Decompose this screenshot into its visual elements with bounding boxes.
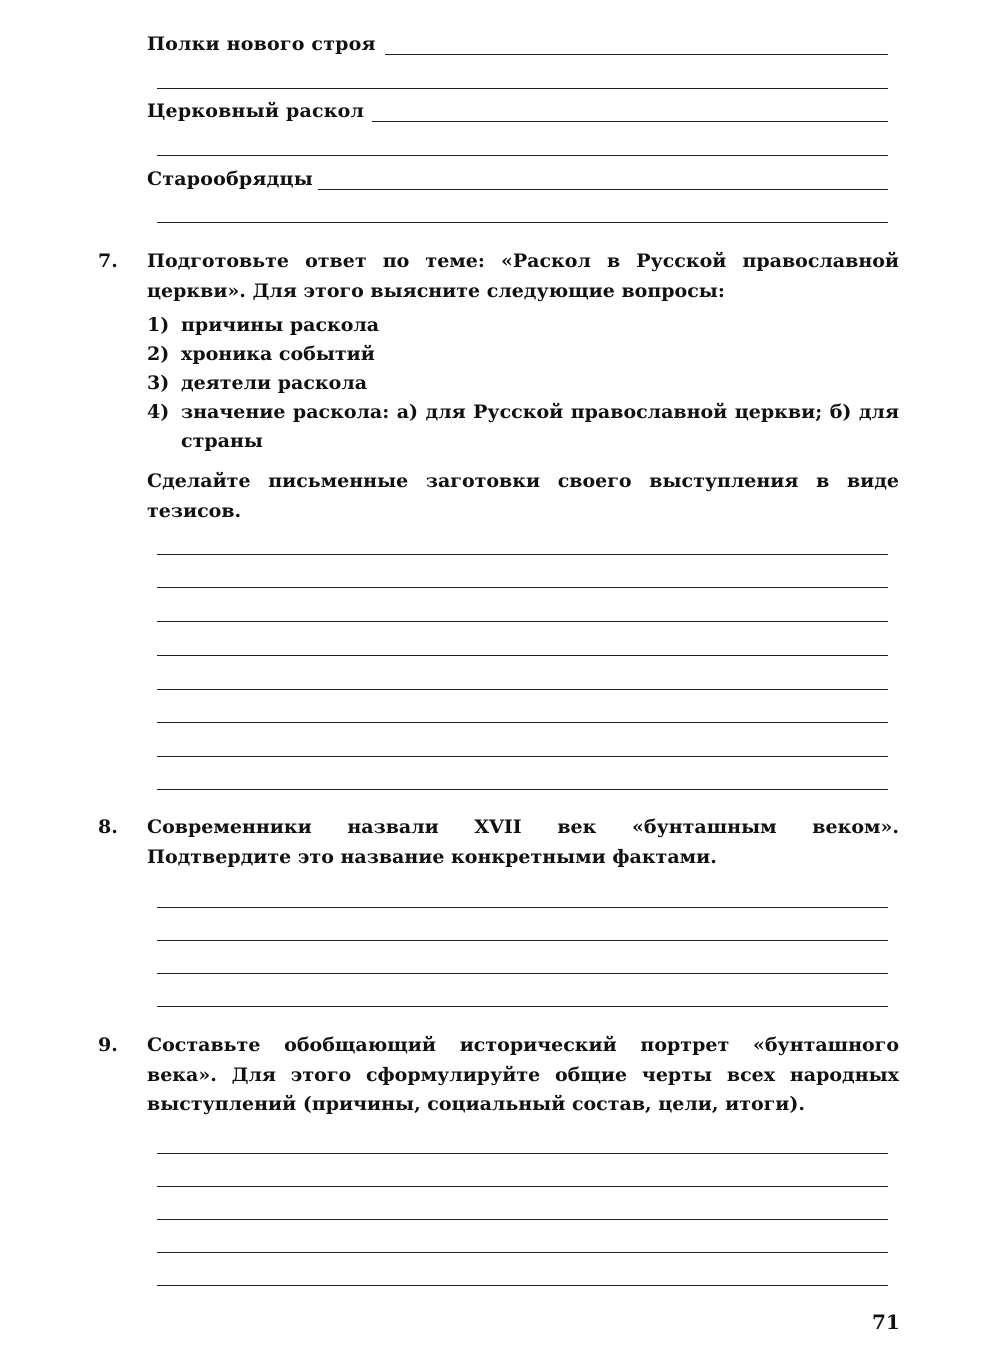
task-text: Современники назвали XVII век «бунташным веком». Подтвердите это название конкретными фактами. (147, 816, 899, 868)
item-number: 2) (147, 343, 170, 365)
answer-line[interactable] (157, 88, 888, 89)
task-text: Составьте обобщающий исторический портрет «бунташного века». Для этого сформулируйте общие черты всех народных выступлений (причины, социальный состав, цели, итоги). (147, 1034, 899, 1115)
answer-line[interactable] (157, 587, 888, 588)
answer-line[interactable] (157, 1153, 888, 1154)
answer-line[interactable] (157, 155, 888, 156)
term-label: Церковный раскол (147, 100, 365, 122)
answer-line[interactable] (385, 54, 888, 55)
task-text: Подготовьте ответ по теме: «Раскол в Русской православной церкви». Для этого выясните следующие вопросы: (147, 250, 899, 302)
page-number: 71 (872, 1310, 900, 1334)
answer-line[interactable] (157, 1219, 888, 1220)
answer-line[interactable] (157, 722, 888, 723)
item-number: 4) (147, 401, 170, 423)
answer-line[interactable] (157, 756, 888, 757)
list-item (147, 311, 899, 340)
answer-line[interactable] (157, 554, 888, 555)
answer-line[interactable] (157, 940, 888, 941)
answer-line[interactable] (157, 222, 888, 223)
answer-line[interactable] (157, 789, 888, 790)
task-note: Сделайте письменные заготовки своего выступления в виде тезисов. (147, 470, 899, 522)
task-number: 8. (98, 816, 118, 838)
item-text: значение раскола: а) для Русской православной церкви; б) для страны (181, 401, 899, 452)
item-number: 3) (147, 372, 170, 394)
list-item (147, 369, 899, 398)
answer-line[interactable] (157, 907, 888, 908)
answer-line[interactable] (372, 121, 888, 122)
answer-line[interactable] (157, 1285, 888, 1286)
list-item (147, 340, 899, 369)
item-number: 1) (147, 314, 170, 336)
answer-line[interactable] (157, 1006, 888, 1007)
answer-line[interactable] (157, 973, 888, 974)
answer-line[interactable] (157, 621, 888, 622)
task-number: 7. (98, 250, 118, 272)
term-label: Старообрядцы (147, 168, 313, 190)
answer-line[interactable] (157, 689, 888, 690)
answer-line[interactable] (318, 189, 888, 190)
answer-line[interactable] (157, 1252, 888, 1253)
answer-line[interactable] (157, 1186, 888, 1187)
term-label: Полки нового строя (147, 33, 376, 55)
list-item (147, 398, 899, 456)
task-number: 9. (98, 1034, 118, 1056)
item-text: хроника событий (181, 343, 375, 365)
answer-line[interactable] (157, 655, 888, 656)
item-text: причины раскола (181, 314, 380, 336)
item-text: деятели раскола (181, 372, 368, 394)
